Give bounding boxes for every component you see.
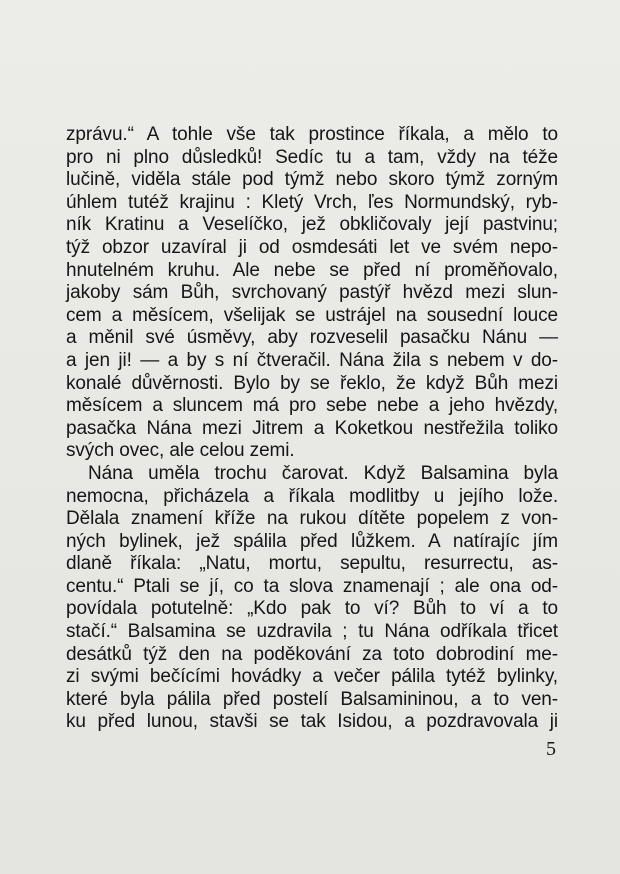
text-line: a měnil své úsměvy, aby rozveselil pasačku Nánu — <box>66 327 558 349</box>
text-line: stačí.“ Balsamina se uzdravila ; tu Nána odříkala třicet <box>66 621 558 643</box>
text-line: konalé důvěrnosti. Bylo by se řeklo, že když Bůh mezi <box>66 372 558 394</box>
text-line: pro ni plno důsledků! Sedíc tu a tam, vždy na téže <box>66 146 558 168</box>
text-line: Dělala znamení kříže na rukou dítěte popelem z von- <box>66 508 558 530</box>
text-line: dlaně říkala: „Natu, mortu, sepultu, resurrectu, as- <box>66 553 558 575</box>
text-line: desátků týž den na poděkování za toto dobrodiní me- <box>66 643 558 665</box>
text-line: centu.“ Ptali se jí, co ta slova znamenají ; ale ona od- <box>66 575 558 597</box>
text-line: lučině, viděla stále pod týmž nebo skoro týmž zorným <box>66 169 558 191</box>
text-line: zi svými bečícími hovádky a večer pálila tytéž bylinky, <box>66 666 558 688</box>
text-line: pasačka Nána mezi Jitrem a Koketkou nestřežila toliko <box>66 417 558 439</box>
paragraph-end-line: svých ovec, ale celou zemi. <box>66 440 295 462</box>
text-line: ník Kratinu a Veselíčko, jež obkličovaly její pastvinu; <box>66 214 558 236</box>
text-line: které byla pálila před postelí Balsamininou, a to ven- <box>66 688 558 710</box>
paragraph-start-line: Nána uměla trochu čarovat. Když Balsamina byla <box>88 462 558 484</box>
text-line: ných bylinek, jež spálila před lůžkem. A natírajíc jím <box>66 530 558 552</box>
text-line: úhlem tutéž krajinu : Kletý Vrch, ľes Normundský, ryb- <box>66 191 558 213</box>
text-line: měsícem a sluncem má pro sebe nebe a jeho hvězdy, <box>66 395 558 417</box>
text-line: povídala potutelně: „Kdo pak to ví? Bůh to ví a to <box>66 598 558 620</box>
body-text <box>66 124 558 734</box>
text-line: ku před lunou, stavši se tak Isidou, a pozdravovala ji <box>66 711 558 733</box>
text-line: týž obzor uzavíral ji od osmdesáti let ve svém nepo- <box>66 236 558 258</box>
text-line: a jen ji! — a by s ní čtveračil. Nána žila s nebem v do- <box>66 349 558 371</box>
text-line: hnutelném kruhu. Ale nebe se před ní proměňovalo, <box>66 259 558 281</box>
text-line: jakoby sám Bůh, svrchovaný pastýř hvězd mezi slun- <box>66 282 558 304</box>
page-number: 5 <box>546 738 556 760</box>
text-line: cem a měsícem, všelijak se ustrájel na sousední louce <box>66 304 558 326</box>
text-line: nemocna, přicházela a říkala modlitby u jejího lože. <box>66 485 558 507</box>
text-line: zprávu.“ A tohle vše tak prostince říkala, a mělo to <box>66 124 558 145</box>
